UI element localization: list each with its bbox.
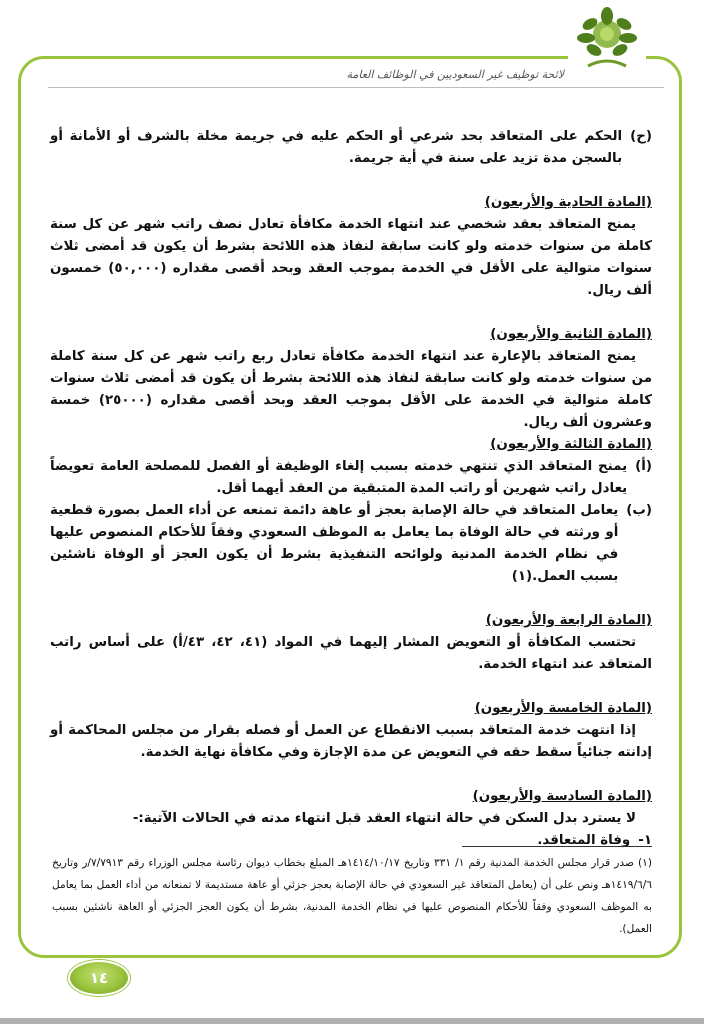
item-text: الحكم على المتعاقد بحد شرعي أو الحكم عليه في جريمة مخلة بالشرف أو الأمانة أو بالسجن مدة تزيد على سنة في أية جريمة. bbox=[50, 129, 623, 166]
item-marker: (أ) bbox=[635, 459, 652, 474]
item-text: يمنح المتعاقد الذي تنتهي خدمته بسبب إلغاء الوظيفة أو الفصل للمصلحة العامة تعويضاً يعادل راتب شهرين أو راتب المدة المتبقية من العقد أيهما أقل. bbox=[50, 459, 628, 496]
item-marker: (ح) bbox=[630, 129, 652, 144]
list-item-h bbox=[50, 126, 652, 170]
header-divider bbox=[48, 87, 664, 88]
document-body bbox=[50, 126, 652, 852]
article-43-heading: (المادة الثالثة والأربعون) bbox=[490, 437, 652, 452]
article-44-text: تحتسب المكافأة أو التعويض المشار إليهما في المواد (٤١، ٤٢، ٤٣/أ) على أساس راتب المتعاقد عند انتهاء الخدمة. bbox=[50, 635, 652, 672]
footnote-divider bbox=[462, 846, 652, 847]
article-41-text: يمنح المتعاقد بعقد شخصي عند انتهاء الخدمة مكافأة تعادل نصف راتب شهر عن كل سنة كاملة من سنوات خدمته ولو كانت سابقة لنفاذ هذه اللائحة بشرط أن يكون قد أمضى ثلاث سنوات متوالية على الأقل في الخدمة بموجب العقد وبحد أقصى مقداره (٥٠,٠٠٠) خمسون ألف ريال. bbox=[50, 217, 652, 298]
list-item-a bbox=[50, 456, 652, 500]
article-46-text: لا يسترد بدل السكن في حالة انتهاء العقد قبل انتهاء مدته في الحالات الآتية:- bbox=[132, 811, 636, 826]
bottom-edge bbox=[0, 1018, 704, 1024]
article-46-heading: (المادة السادسة والأربعون) bbox=[472, 789, 652, 804]
article-42-text: يمنح المتعاقد بالإعارة عند انتهاء الخدمة مكافأة تعادل ربع راتب شهر عن كل سنة كاملة من سنوات خدمته ولو كانت سابقة لنفاذ هذه اللائحة بشرط أن يكون قد أمضى ثلاث سنوات كاملة متوالية في الخدمة على الأقل بموجب العقد وبحد أقصى مقداره (٢٥٠٠٠) خمسة وعشرون ألف ريال. bbox=[50, 349, 652, 430]
article-42-heading: (المادة الثانية والأربعون) bbox=[490, 327, 652, 342]
item-text: وفاة المتعاقد. bbox=[537, 833, 631, 848]
document-header-title: لائحة توظيف غير السعوديين في الوظائف العامة bbox=[346, 68, 564, 81]
article-41-heading: (المادة الحادية والأربعون) bbox=[484, 195, 652, 210]
leaf-emblem-logo bbox=[568, 4, 646, 74]
footnote: (١) صدر قرار مجلس الخدمة المدنية رقم ١/ ٣٣١ وتاريخ ١٤١٤/١٠/١٧هـ المبلغ بخطاب ديوان رئاسة مجلس الوزراء رقم ٧/٧٩١٣/ر وتاريخ ١٤١٩/٦/٦هـ ونص على أن (يعامل المتعاقد غير السعودي في حالة الإصابة بعجز جزئي أو عاهة مستديمة لا تمنعانه من أداء العمل بما يعامل به الموظف السعودي وفقاً للأحكام المنصوص عليها في نظام الخدمة المدنية، بشرط أن يكون العجز الجزئي أو العاهة ناشئين بسبب العمل). bbox=[52, 857, 653, 935]
item-text: يعامل المتعاقد في حالة الإصابة بعجز أو عاهة دائمة تمنعه عن أداء العمل بصورة قطعية أو ورثته في حالة الوفاة بما يعامل به الموظف السعودي وفقاً للأحكام المنصوص عليها في نظام الخدمة المدنية ولوائحه التنفيذية بشرط أن يكون العجز أو الوفاة ناشئين بسبب العمل.(١) bbox=[50, 503, 619, 584]
page-number-badge bbox=[68, 960, 130, 996]
item-marker: (ب) bbox=[626, 503, 652, 518]
article-45-heading: (المادة الخامسة والأربعون) bbox=[474, 701, 652, 716]
item-marker: ١- bbox=[638, 833, 652, 848]
article-44-heading: (المادة الرابعة والأربعون) bbox=[485, 613, 652, 628]
list-item-b bbox=[50, 500, 652, 588]
article-45-text: إذا انتهت خدمة المتعاقد بسبب الانقطاع عن العمل أو فصله بقرار من مجلس المحاكمة أو إدانته جنائياً سقط حقه في التعويض عن مدة الإجازة وفي مكافأة نهاية الخدمة. bbox=[50, 723, 652, 760]
list-item-1 bbox=[50, 830, 652, 852]
page-number: ١٤ bbox=[89, 969, 109, 987]
